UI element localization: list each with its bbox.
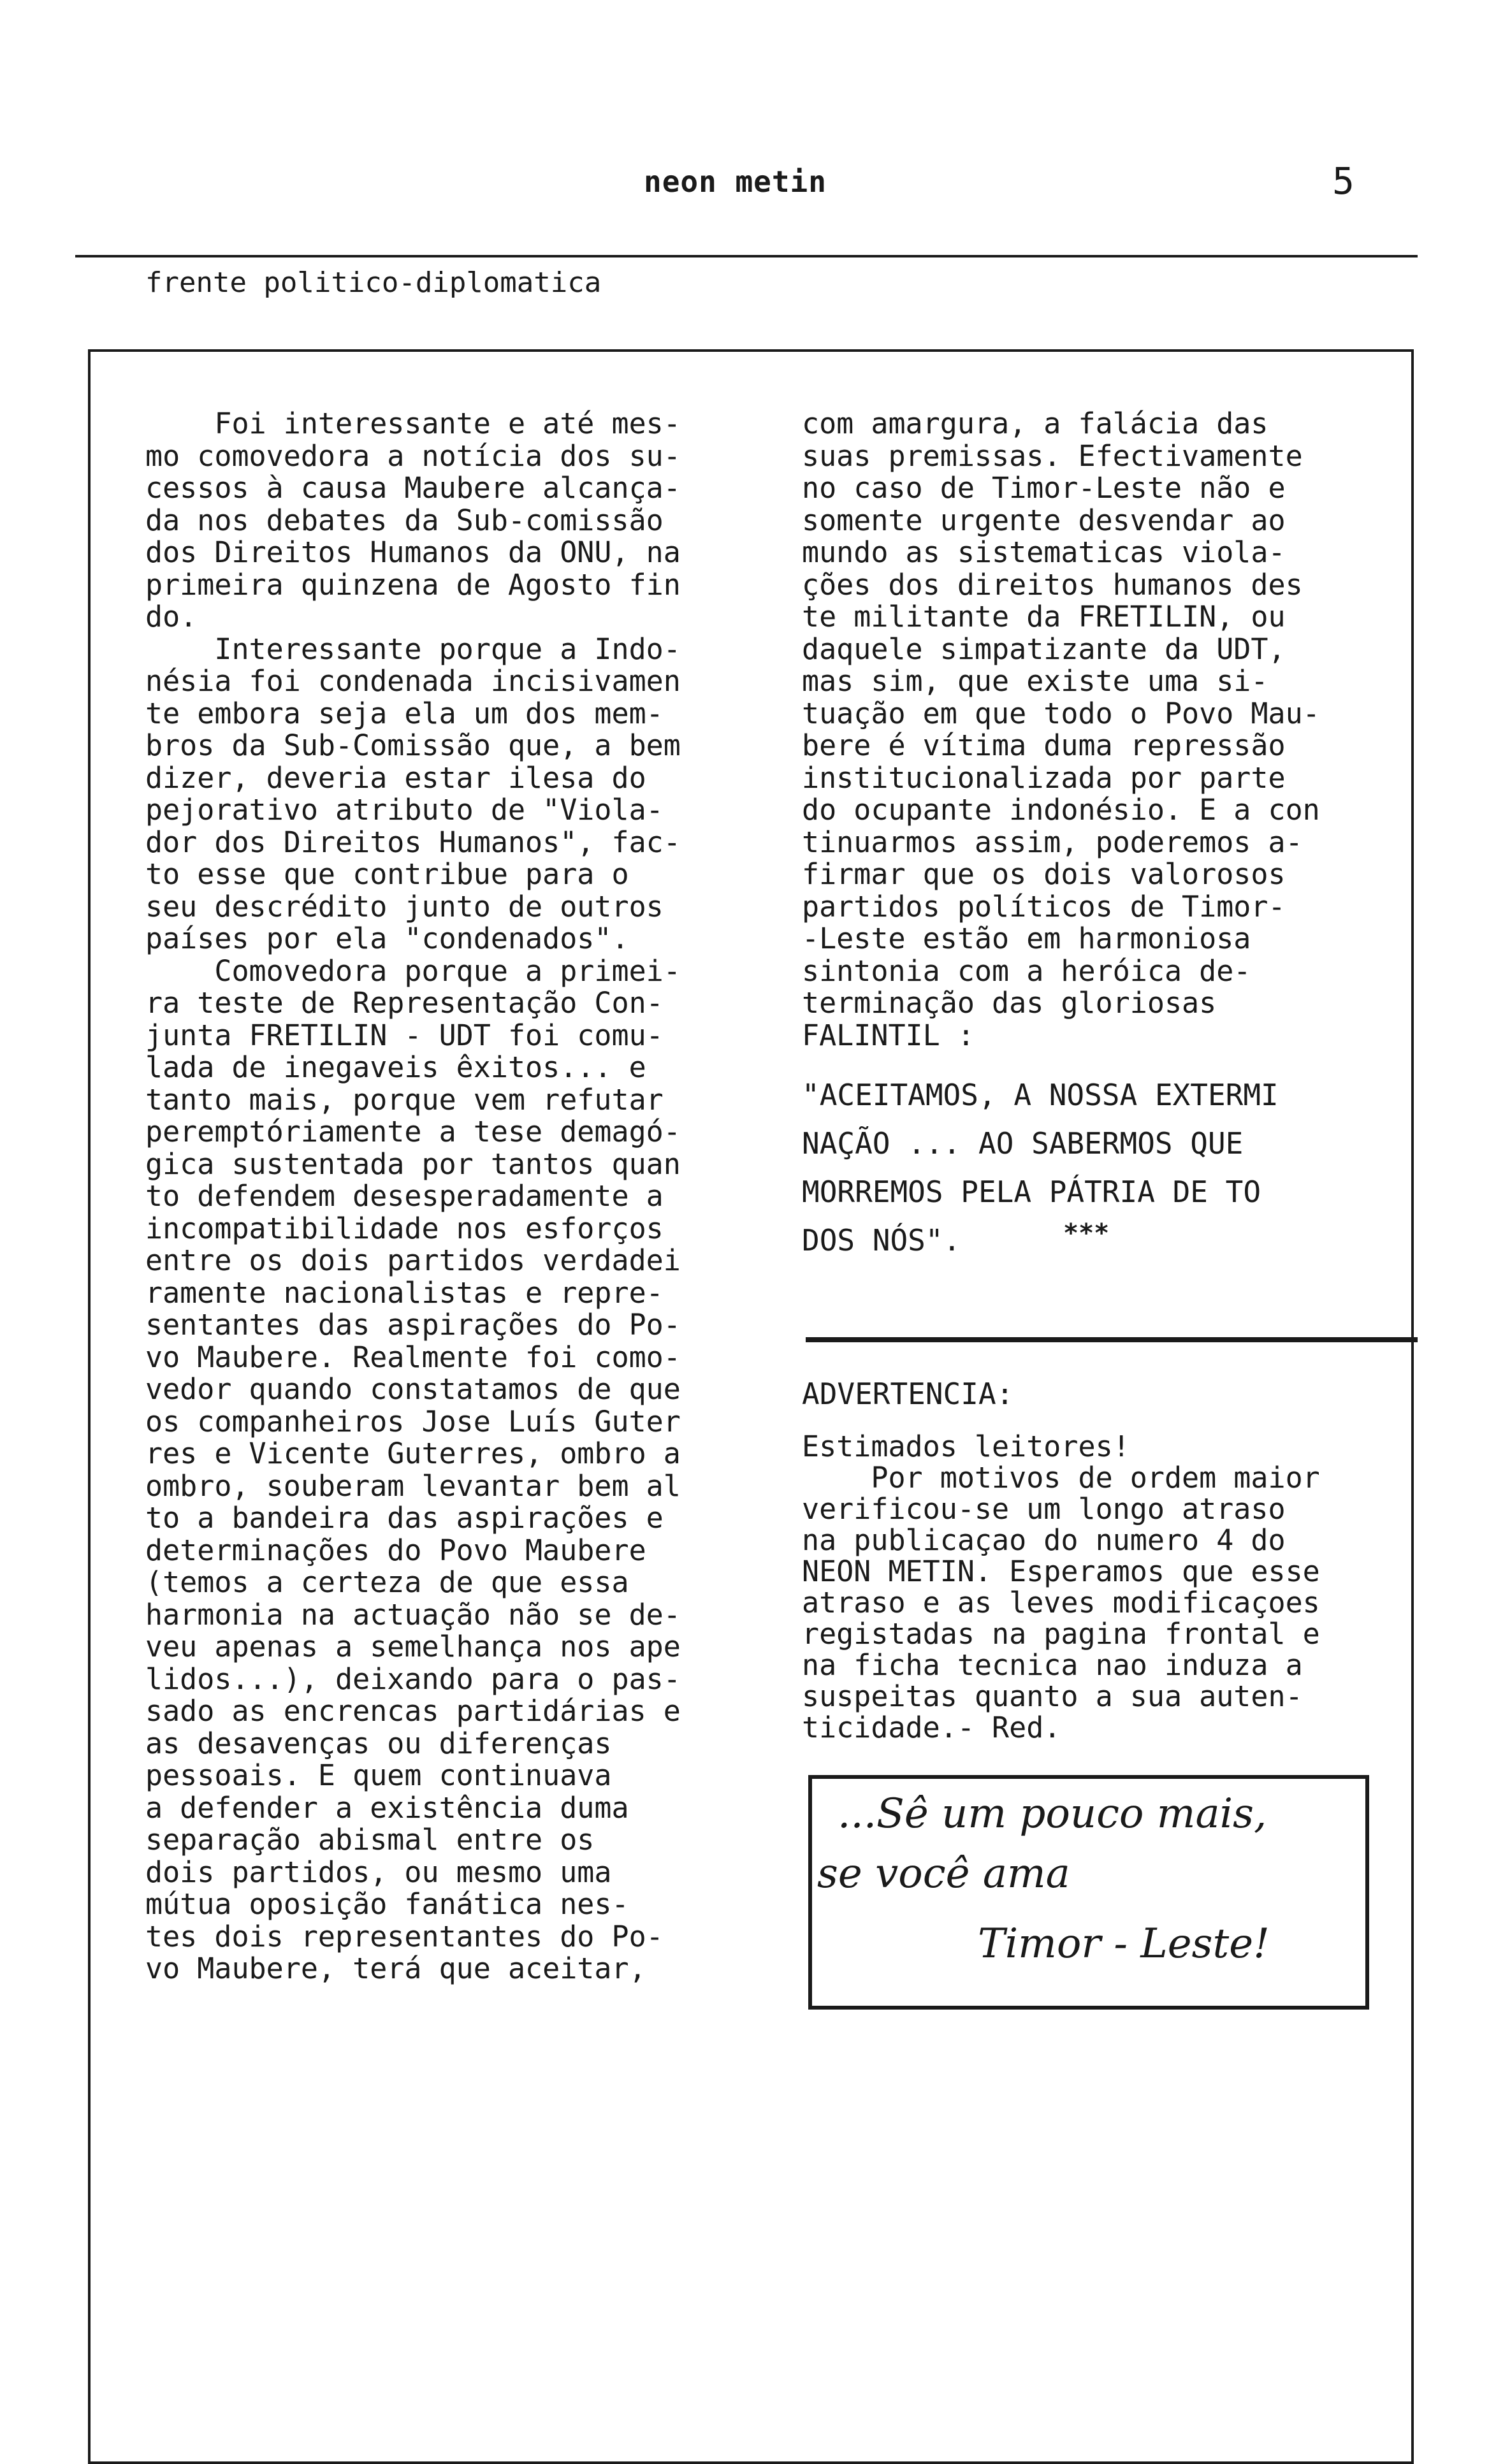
article-right-column: com amargura, a falácia das suas premissas. Efectivamente no caso de Timor-Leste não e somente urgente desvendar ao mundo as sistematicas viola- ções dos direitos humanos des te militante da FRETILIN, ou daquele simpatizante da UDT, mas sim, que existe uma si- tuação em que todo o Povo Mau- bere é vítima duma repressão institucionalizada por parte do ocupante indonésio. E a con tinuarmos assim, poderemos a- firmar que os dois valorosos partidos políticos de Timor- -Leste estão em harmoniosa sintonia com a heróica de- terminação das gloriosas FALINTIL : (802, 407, 1320, 1052)
notice-title: ADVERTENCIA: (802, 1377, 1014, 1411)
article-end-mark: *** (1063, 1219, 1110, 1248)
article-left-column: Foi interessante e até mes- mo comovedora a notícia dos su- cessos à causa Maubere alcança- da nos debates da Sub-comissão dos Direitos Humanos da ONU, na primeira quinzena de Agosto fin do. Interessante porque a Indo- nésia foi condenada incisivamen te embora seja ela um dos mem- bros da Sub-Comissão que, a bem dizer, deveria estar ilesa do pejorativo atributo de "Viola- dor dos Direitos Humanos", fac- to esse que contribue para o seu descrédito junto de outros países por ela "condenados". Comovedora porque a primei- ra teste de Representação Con- junta FRETILIN - UDT foi comu- lada de inegaveis êxitos... e tanto mais, porque vem refutar peremptóriamente a tese demagó- gica sustentada por tantos quan to defendem desesperadamente a incompatibilidade nos esforços entre os dois partidos verdadei ramente nacionalistas e repre- sentantes das aspirações do Po- vo Maubere. Realmente foi como- vedor quando constatamos de que os companheiros Jose Luís Guter res e Vicente Guterres, ombro a ombro, souberam levantar bem al to a bandeira das aspirações e determinações do Povo Maubere (temos a certeza de que essa harmonia na actuação não se de- veu apenas a semelhança nos ape lidos...), deixando para o pas- sado as encrencas partidárias e as desavenças ou diferenças pessoais. E quem continuava a defender a existência duma separação abismal entre os dois partidos, ou mesmo uma mútua oposição fanática nes- tes dois representantes do Po- vo Maubere, terá que aceitar, (145, 407, 681, 1985)
notice-body: Estimados leitores! Por motivos de ordem maior verificou-se um longo atraso na publicaçao do numero 4 do NEON METIN. Esperamos que esse atraso e as leves modificaçoes registadas na pagina frontal e na ficha tecnica nao induza a suspeitas quanto a sua auten- ticidade.- Red. (802, 1430, 1320, 1744)
section-title: frente politico-diplomatica (145, 266, 602, 299)
article-quote: "ACEITAMOS, A NOSSA EXTERMI NAÇÃO ... AO SABERMOS QUE MORREMOS PELA PÁTRIA DE TO DOS NÓS". (802, 1078, 1279, 1257)
page-number: 5 (1332, 159, 1355, 203)
handwritten-message-box (808, 1775, 1369, 2010)
handwritten-line-1: ...Sê um pouco mais, (838, 1790, 1267, 1837)
notice-divider (806, 1337, 1418, 1342)
handwritten-line-2: se você ama (817, 1850, 1070, 1897)
page-header-title: neon metin (644, 164, 827, 199)
handwritten-line-3: Timor - Leste! (978, 1920, 1270, 1968)
header-divider (75, 255, 1418, 257)
